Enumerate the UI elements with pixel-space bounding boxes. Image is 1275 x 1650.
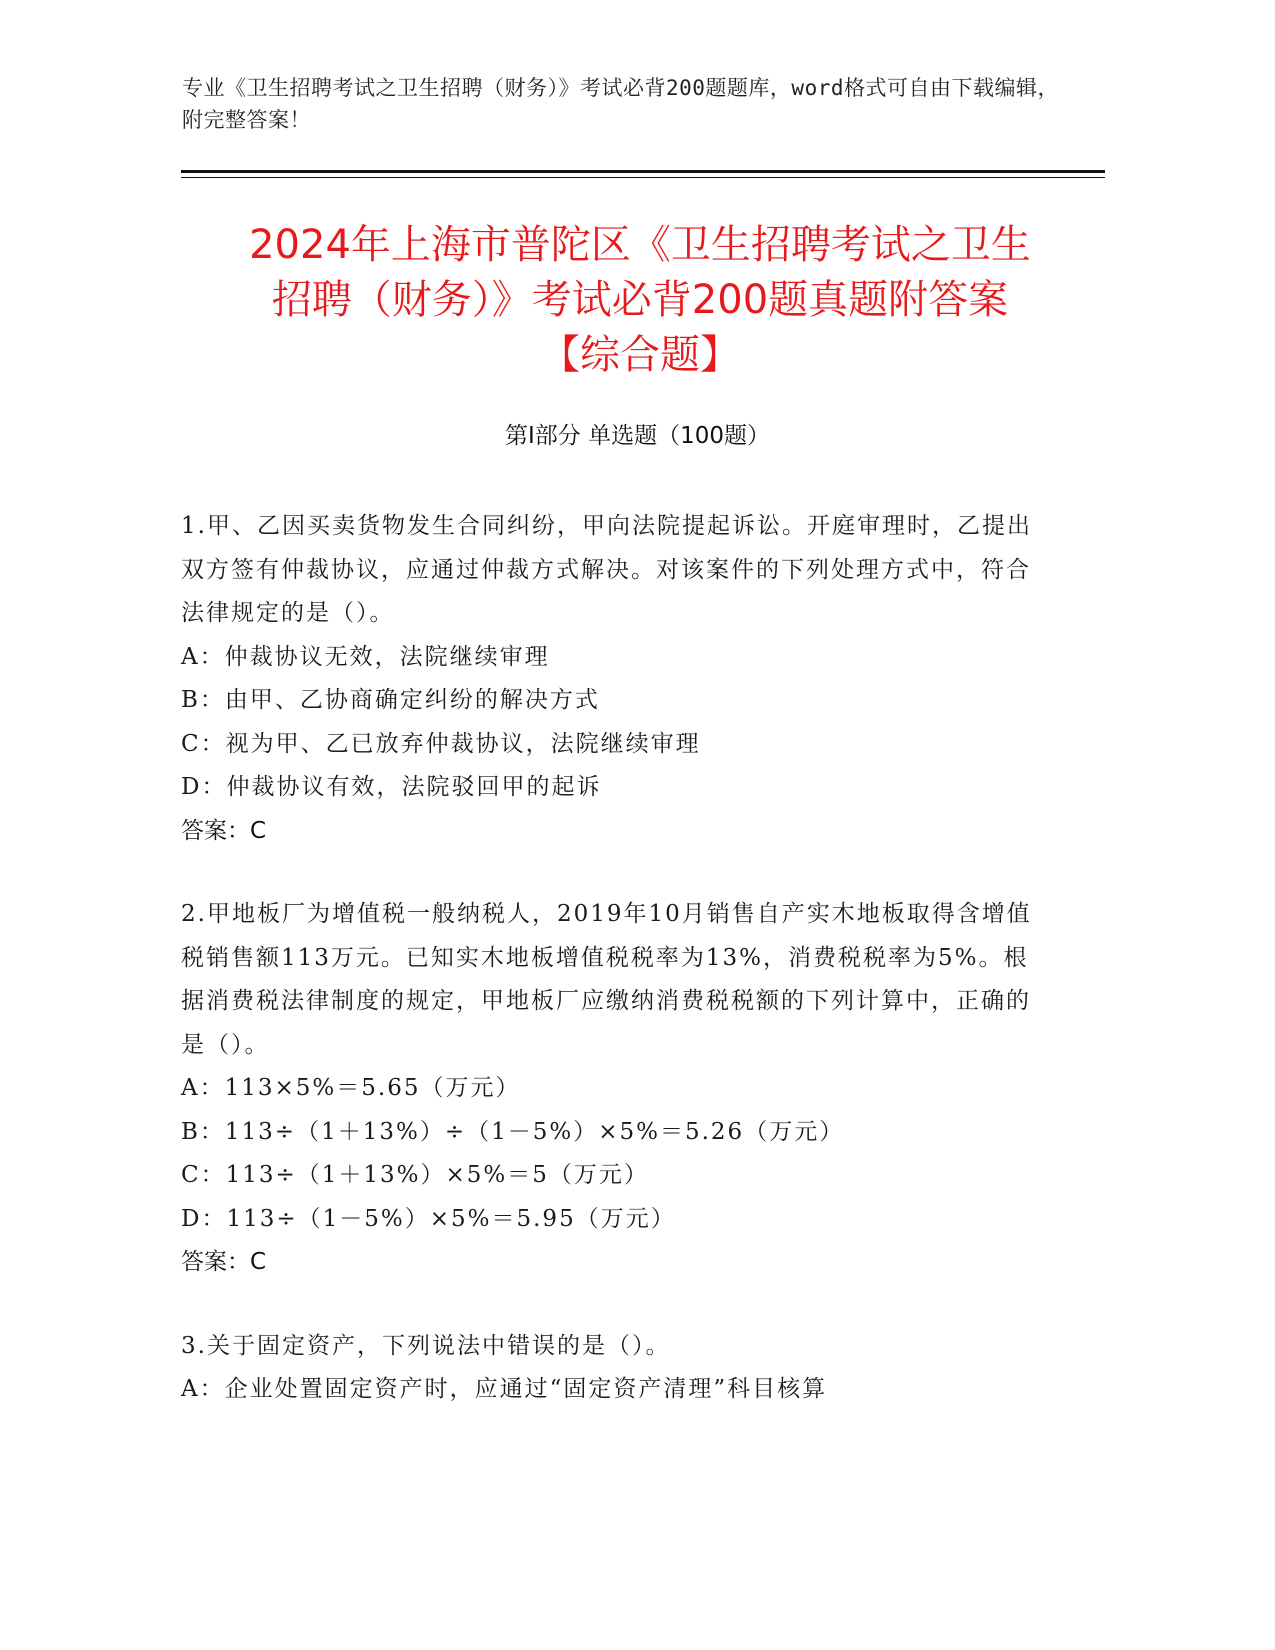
question-list — [181, 505, 1051, 1452]
header-divider-thin — [181, 177, 1105, 178]
answer: 答案：C — [181, 817, 267, 844]
option-d: D：113÷（1－5%）×5%＝5.95（万元） — [181, 1205, 676, 1232]
option-d: D：仲裁协议有效，法院驳回甲的起诉 — [181, 774, 602, 800]
question-2 — [181, 893, 1051, 1285]
section-heading: 第Ⅰ部分 单选题（100题） — [505, 423, 770, 449]
option-a: A：企业处置固定资产时，应通过“固定资产清理”科目核算 — [181, 1376, 828, 1402]
header-note: 专业《卫生招聘考试之卫生招聘（财务）》考试必背200题题库，word格式可自由下载编辑，附完整答案！ — [182, 76, 1059, 132]
question-3 — [181, 1325, 1051, 1412]
question-1 — [181, 505, 1051, 853]
answer: 答案：C — [181, 1249, 267, 1275]
option-a: A：113×5%＝5.65（万元） — [181, 1075, 521, 1101]
document-title — [140, 218, 1140, 383]
title-line-1: 2024年上海市普陀区《卫生招聘考试之卫生 — [249, 222, 1031, 268]
question-stem: 3.关于固定资产，下列说法中错误的是（）。 — [181, 1332, 671, 1359]
question-stem: 2.甲地板厂为增值税一般纳税人，2019年10月销售自产实木地板取得含增值税销售额113万元。已知实木地板增值税税率为13%，消费税税率为5%。根据消费税法律制度的规定，甲地板厂应缴纳消费税税额的下列计算中，正确的是（）。 — [181, 901, 1032, 1058]
header-divider-thick — [181, 170, 1105, 173]
option-a: A：仲裁协议无效，法院继续审理 — [181, 643, 550, 670]
title-line-3: 【综合题】 — [540, 332, 740, 378]
title-line-2: 招聘（财务）》考试必背200题真题附答案 — [271, 277, 1009, 323]
option-c: C：113÷（1＋13%）×5%＝5（万元） — [181, 1162, 649, 1188]
option-b: B：由甲、乙协商确定纠纷的解决方式 — [181, 687, 600, 713]
option-b: B：113÷（1＋13%）÷（1－5%）×5%＝5.26（万元） — [181, 1118, 845, 1145]
question-stem: 1.甲、乙因买卖货物发生合同纠纷，甲向法院提起诉讼。开庭审理时，乙提出双方签有仲裁协议，应通过仲裁方式解决。对该案件的下列处理方式中，符合法律规定的是（）。 — [181, 513, 1032, 626]
option-c: C：视为甲、乙已放弃仲裁协议，法院继续审理 — [181, 730, 701, 757]
